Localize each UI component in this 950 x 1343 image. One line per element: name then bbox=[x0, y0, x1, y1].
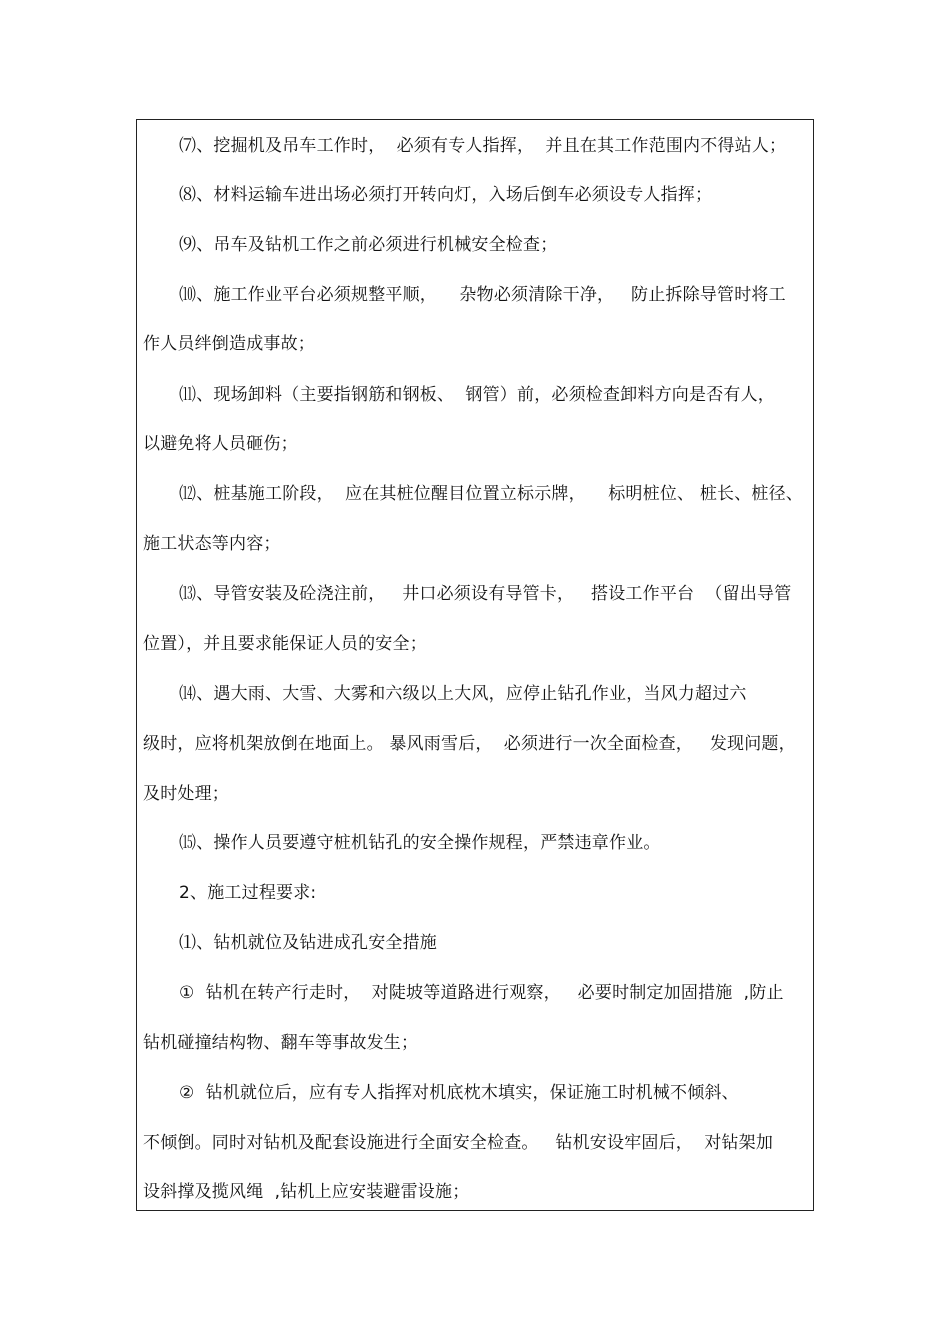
rule-7-line: ⑺、挖掘机及吊车工作时， 必须有专人指挥， 并且在其工作范围内不得站人； bbox=[179, 136, 787, 156]
rule-13-line-1: ⒀、导管安装及砼浇注前， 井口必须设有导管卡， 搭设工作平台 （留出导管 bbox=[179, 584, 792, 604]
rule-10-line-1: ⑽、施工作业平台必须规整平顺， 杂物必须清除干净， 防止拆除导管时将工 bbox=[179, 285, 786, 305]
rule-9-line: ⑼、吊车及钻机工作之前必须进行机械安全检查； bbox=[179, 235, 558, 255]
rule-10-line-2: 作人员绊倒造成事故； bbox=[143, 334, 315, 354]
item-2-line-3: 设斜撑及揽风绳 ,钻机上应安装避雷设施； bbox=[143, 1182, 470, 1202]
rule-15-line: ⒂、操作人员要遵守桩机钻孔的安全操作规程，严禁违章作业。 bbox=[179, 833, 661, 853]
rule-14-line-2: 级时，应将机架放倒在地面上。 暴风雨雪后， 必须进行一次全面检查， 发现问题， bbox=[143, 734, 796, 754]
subsection-1-heading: ⑴、钻机就位及钻进成孔安全措施 bbox=[179, 933, 437, 953]
rule-8-line: ⑻、材料运输车进出场必须打开转向灯，入场后倒车必须设专人指挥； bbox=[179, 185, 713, 205]
item-1-line-1: ① 钻机在转产行走时， 对陡坡等道路进行观察， 必要时制定加固措施 ,防止 bbox=[179, 983, 784, 1003]
rule-12-line-1: ⑿、桩基施工阶段， 应在其桩位醒目位置立标示牌， 标明桩位、 桩长、桩径、 bbox=[179, 484, 804, 504]
rule-12-line-2: 施工状态等内容； bbox=[143, 534, 281, 554]
rule-11-line-1: ⑾、现场卸料（主要指钢筋和钢板、 钢管）前，必须检查卸料方向是否有人， bbox=[179, 385, 776, 405]
rule-11-line-2: 以避免将人员砸伤； bbox=[143, 434, 298, 454]
item-2-line-2: 不倾倒。同时对钻机及配套设施进行全面安全检查。 钻机安设牢固后， 对钻架加 bbox=[143, 1133, 774, 1153]
item-1-line-2: 钻机碰撞结构物、翻车等事故发生； bbox=[143, 1033, 419, 1053]
rule-14-line-1: ⒁、遇大雨、大雪、大雾和六级以上大风，应停止钻孔作业，当风力超过六 bbox=[179, 684, 747, 704]
rule-14-line-3: 及时处理； bbox=[143, 784, 229, 804]
section-2-heading: 2、施工过程要求: bbox=[179, 883, 317, 903]
rule-13-line-2: 位置），并且要求能保证人员的安全； bbox=[143, 634, 427, 654]
item-2-line-1: ② 钻机就位后，应有专人指挥对机底枕木填实，保证施工时机械不倾斜、 bbox=[179, 1083, 739, 1103]
